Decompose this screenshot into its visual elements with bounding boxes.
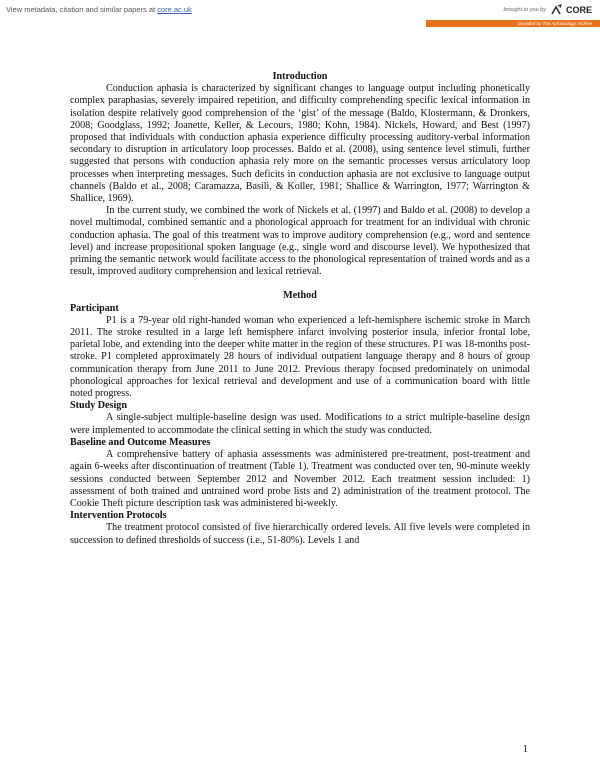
paper-page (70, 71, 530, 547)
baseline-paragraph: A comprehensive battery of aphasia assessments was administered pre-treatment, post-treatment and again 6-weeks after discontinuation of treatment (Table 1). Treatment was conducted over ten, 90-minute weekly sessions conducted between September 2012 and November 2012. Each treatment session included: 1) assessment of both trained and untrained word probe lists and 2) administration of the treatment protocol. The Cookie Theft picture description task was administered bi-weekly. (70, 449, 530, 509)
page-number: 1 (522, 744, 528, 755)
study-design-paragraph: A single-subject multiple-baseline design was used. Modifications to a strict multiple-baseline design were implemented to accommodate the clinical setting in which the study was conducted. (70, 412, 530, 436)
intervention-heading: Intervention Protocols (70, 510, 167, 522)
participant-paragraph: P1 is a 79-year old right-handed woman who experienced a left-hemisphere ischemic stroke in March 2011. The stroke resulted in a large left hemisphere infarct involving posterior insula, inferior frontal lobe, parietal lobe, and extending into the deeper white matter in the region of these structures. P1 was 18-months post-stroke. P1 completed approximately 28 hours of individual outpatient language therapy and 8 hours of group communication therapy from June 2011 to June 2012. Previous therapy focused predominately on unimodal phonological approaches for lexical retrieval and development and use of a communication board with little noted progress. (70, 314, 530, 400)
introduction-heading: Introduction (272, 71, 328, 82)
provided-by-ribbon[interactable] (426, 20, 600, 27)
core-logo-icon (549, 4, 563, 16)
introduction-paragraph-1: Conduction aphasia is characterized by significant changes to language output including phonetically complex paraphasias, severely impaired repetition, and difficulty comprehending specific lexical information in isolation despite relatively good comprehension of the ‘gist’ of the message (Baldo, Klostermann, & Dronkers, 2008; Goodglass, 1992; Joanette, Keller, & Lecours, 1980; Kohn, 1984). Nickels, Howard, and Best (1997) proposed that individuals with conduction aphasia experience difficulty processing auditory-verbal information secondary to disruption in articulatory loop processes. Baldo et al. (2008), using sentence level stimuli, further suggested that persons with conduction aphasia rely more on the semantic processes versus articulatory loop processes when interpreting messages. Such deficits in conduction aphasia are not exclusive to language output channels (Baldo et al., 2008; Caramazza, Basili, & Koller, 1981; Shallice & Warrington, 1977; Warrington & Shallice, 1969). (70, 83, 530, 205)
provided-by-text: provided by The Aphasiology Archive (518, 21, 592, 26)
core-logo-text[interactable]: CORE (565, 5, 592, 15)
core-link-domain: core.ac.uk (157, 5, 192, 14)
brought-by-text: brought to you by (503, 7, 546, 13)
core-link-prefix: View metadata, citation and similar papers at (6, 5, 158, 14)
method-heading: Method (283, 290, 317, 302)
core-banner (0, 0, 600, 30)
section-gap (70, 278, 530, 290)
intervention-paragraph: The treatment protocol consisted of five hierarchically ordered levels. All five levels were completed in succession to defined thresholds of success (i.e., 51-80%). Levels 1 and (70, 522, 530, 546)
baseline-heading: Baseline and Outcome Measures (70, 436, 211, 448)
study-design-heading: Study Design (70, 400, 127, 412)
introduction-paragraph-2: In the current study, we combined the work of Nickels et al. (1997) and Baldo et al. (2008) to develop a novel multimodal, combined semantic and a phonological approach for treatment for an individual with chronic conduction aphasia. The goal of this treatment was to improve auditory comprehension (e.g., word and sentence level) and increase propositional spoken language (e.g., single word and discourse level). We hypothesized that priming the semantic network would facilitate access to the phonological representation of trained words and as a result, improved auditory comprehension and lexical retrieval. (70, 205, 530, 278)
participant-heading: Participant (70, 302, 119, 314)
core-metadata-link[interactable] (6, 5, 192, 14)
core-attribution (503, 2, 592, 18)
